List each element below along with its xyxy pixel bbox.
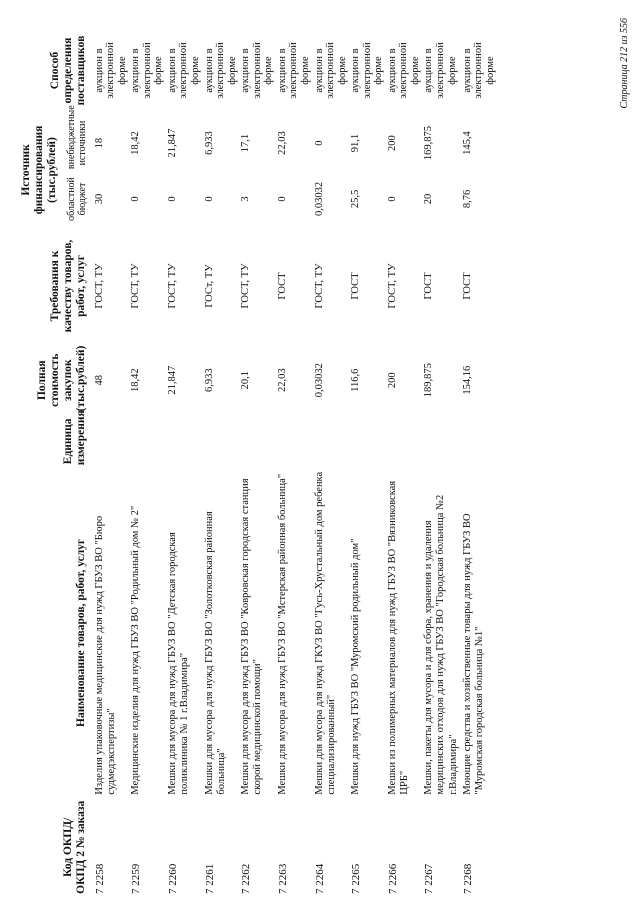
row-unit	[203, 414, 240, 468]
row-name: Мешки для нужд ГБУЗ ВО "Муромский родильный дом"	[350, 538, 362, 795]
row-method: аукцион в электронной форме	[240, 42, 275, 99]
row-requirements: ГОСТ, ТУ	[386, 263, 398, 309]
row-requirements: ГОСт, ТУ	[203, 264, 215, 308]
row-regional-budget: 8,76	[461, 189, 473, 209]
row-code	[349, 798, 386, 897]
row-unit	[166, 414, 203, 468]
row-code	[276, 798, 313, 897]
row-code-number: 2267	[423, 863, 436, 886]
row-unit	[313, 414, 350, 468]
row-code-number: 2259	[130, 863, 143, 886]
row-unit	[386, 414, 423, 468]
header-name: Наименование товаров, работ, услуг	[75, 538, 88, 727]
row-code-number: 2268	[461, 863, 474, 886]
row-cost: 48	[93, 374, 105, 386]
row-code-number: 2263	[276, 863, 289, 886]
header-requirements: Требования к качеству товаров, работ, услуг	[49, 239, 88, 333]
row-cost: 18,42	[130, 368, 142, 393]
row-unit	[93, 414, 130, 468]
row-code-prefix: 7	[350, 888, 363, 894]
row-name: Мешки для мусора для нужд ГКУЗ ВО "Гусь-Хрустальный дом ребенка специализированный"	[313, 471, 337, 795]
row-code	[166, 798, 203, 897]
row-code-prefix: 7	[276, 888, 289, 894]
table-header	[6, 27, 93, 897]
row-unit	[239, 414, 276, 468]
row-requirements: ГОСТ	[461, 272, 473, 300]
row-name: Медицинские изделия для нужд ГБУЗ ВО "Родильный дом № 2"	[130, 505, 142, 795]
row-unit	[276, 414, 313, 468]
row-code	[93, 798, 130, 897]
row-regional-budget: 0,03032	[313, 181, 325, 217]
row-external-sources: 0	[313, 140, 325, 146]
row-external-sources: 91,1	[350, 133, 362, 153]
row-name: Моющие средства и хозяйственные товары для нужд ГБУЗ ВО "Муромская городская больница №1"	[461, 513, 485, 795]
header-code: Код ОКПД/ ОКПД 2 № заказа	[62, 800, 88, 894]
header-source-regional: областной бюджет	[65, 177, 89, 221]
row-cost: 20,1	[240, 371, 252, 390]
row-method: аукцион в электронной форме	[461, 42, 496, 99]
row-external-sources: 18,42	[130, 131, 142, 155]
row-cost: 200	[386, 372, 398, 389]
row-code	[386, 798, 423, 897]
row-external-sources: 18	[93, 137, 105, 149]
table-row	[129, 27, 166, 897]
row-cost: 22,03	[276, 368, 288, 393]
row-requirements: ГОСТ, ТУ	[240, 263, 252, 309]
row-unit	[461, 414, 498, 468]
row-requirements: ГОСТ, ТУ	[313, 263, 325, 309]
page-number: Страница 212 из 556	[619, 18, 630, 109]
row-code	[129, 798, 166, 897]
procurement-table	[6, 27, 497, 897]
table-row	[239, 27, 276, 897]
row-regional-budget: 0	[203, 196, 215, 202]
table-row	[461, 27, 498, 897]
row-requirements: ГОСТ, ТУ	[166, 263, 178, 309]
row-external-sources: 169,875	[423, 126, 435, 161]
row-unit	[129, 414, 166, 468]
row-regional-budget: 0	[166, 196, 178, 202]
row-cost: 0,03032	[313, 363, 325, 398]
header-unit: Единица измерения	[62, 410, 88, 466]
row-method: аукцион в электронной форме	[313, 42, 348, 99]
row-cost: 189,875	[423, 363, 435, 398]
table-row	[276, 27, 313, 897]
row-unit	[349, 414, 386, 468]
row-code-prefix: 7	[240, 888, 253, 894]
row-method: аукцион в электронной форме	[130, 42, 165, 99]
row-method: аукцион в электронной форме	[423, 42, 458, 99]
row-code-prefix: 7	[423, 888, 436, 894]
row-name: Мешки из полимерных материалов для нужд ГБУЗ ВО "Вязниковская ЦРБ"	[386, 480, 410, 795]
table-row	[386, 27, 423, 897]
row-code-prefix: 7	[93, 888, 106, 894]
row-external-sources: 145,4	[461, 131, 473, 155]
table-row	[313, 27, 350, 897]
row-regional-budget: 0	[276, 196, 288, 202]
row-name: Мешки для мусора для нужд ГБУЗ ВО "Мстерская районная больница"	[276, 473, 288, 795]
row-cost: 6,933	[203, 368, 215, 393]
row-code-prefix: 7	[166, 888, 179, 894]
row-regional-budget: 30	[93, 193, 105, 205]
table-row	[422, 27, 460, 897]
row-code-number: 2265	[350, 863, 363, 886]
row-method: аукцион в электронной форме	[93, 42, 128, 99]
row-code-number: 2258	[93, 863, 106, 886]
row-code-prefix: 7	[461, 888, 474, 894]
row-requirements: ГОСТ	[276, 272, 288, 300]
row-cost: 116,6	[350, 368, 362, 392]
row-code-number: 2260	[166, 863, 179, 886]
header-method: Способ определения поставщиков	[49, 35, 88, 106]
row-code-prefix: 7	[130, 888, 143, 894]
row-code-number: 2262	[240, 863, 253, 886]
row-code-number: 2261	[203, 863, 216, 886]
row-code	[239, 798, 276, 897]
row-cost: 154,16	[461, 365, 473, 395]
row-requirements: ГОСТ, ТУ	[93, 263, 105, 309]
table-row	[166, 27, 203, 897]
row-external-sources: 22,03	[276, 131, 288, 155]
table-row	[203, 27, 240, 897]
row-code-number: 2266	[386, 863, 399, 886]
row-external-sources: 21,847	[166, 128, 178, 158]
row-regional-budget: 20	[423, 193, 435, 205]
row-code	[461, 798, 498, 897]
row-name: Мешки для мусора для нужд ГБУЗ ВО "Детская городская поликлиника № 1 г.Владимира"	[166, 532, 190, 795]
row-name: Мешки, пакеты для мусора и для сбора, хранения и удаления медицинских отходов для нужд ГБУЗ ВО "Городская больница №2 г.Владимира"	[423, 494, 459, 795]
row-requirements: ГОСТ	[350, 272, 362, 300]
row-code-prefix: 7	[313, 888, 326, 894]
row-regional-budget: 3	[240, 196, 252, 202]
row-external-sources: 6,933	[203, 131, 215, 155]
row-cost: 21,847	[166, 365, 178, 395]
row-external-sources: 17,1	[240, 133, 252, 153]
row-requirements: ГОСТ	[423, 272, 435, 300]
header-source-external: внебюджетные источники	[65, 105, 89, 170]
header-source: Источник финансирования (тыс.рублей)	[20, 125, 59, 215]
row-code-prefix: 7	[386, 888, 399, 894]
row-code	[422, 798, 460, 897]
row-code-prefix: 7	[203, 888, 216, 894]
row-unit	[422, 414, 460, 468]
row-method: аукцион в электронной форме	[166, 42, 202, 99]
row-name: Мешки для мусора для нужд ГБУЗ ВО "Ковровская городская станция скорой медицинской помощи"	[240, 478, 264, 795]
table-body	[93, 27, 498, 897]
row-name: Изделия упаковочные медицинские для нужд ГБУЗ ВО "Бюро судмедэкспертизы"	[93, 515, 117, 795]
row-regional-budget: 0	[130, 196, 142, 202]
row-method: аукцион в электронной форме	[350, 42, 385, 99]
row-regional-budget: 25,5	[350, 189, 362, 209]
table-row	[349, 27, 386, 897]
table-row	[93, 27, 130, 897]
row-requirements: ГОСТ, ТУ	[130, 263, 142, 309]
row-regional-budget: 0	[386, 196, 398, 202]
header-cost: Полная стоимость закупок (тыс.рублей)	[35, 345, 88, 412]
row-method: аукцион в электронной форме	[203, 42, 238, 99]
row-code	[203, 798, 240, 897]
row-method: аукцион в электронной форме	[386, 42, 421, 99]
row-external-sources: 200	[386, 135, 398, 151]
row-method: аукцион в электронной форме	[276, 42, 311, 99]
row-code	[313, 798, 350, 897]
row-code-number: 2264	[313, 863, 326, 886]
row-name: Мешки для мусора для нужд ГБУЗ ВО "Золотковская районная больница"	[203, 511, 227, 795]
